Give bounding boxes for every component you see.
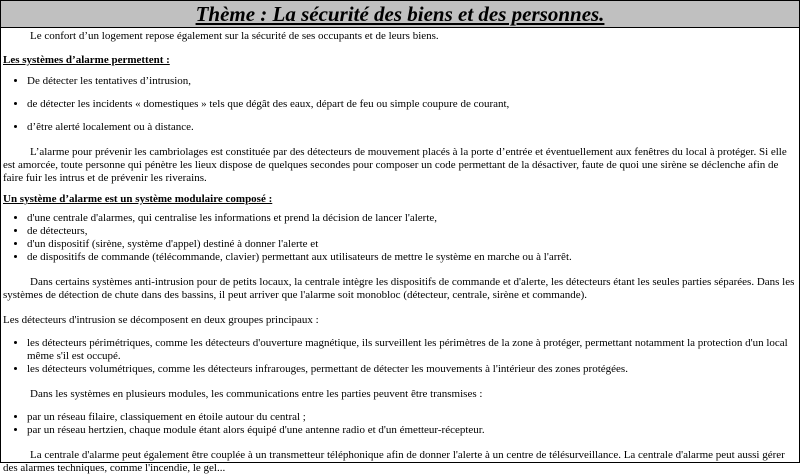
document-body: [1, 28, 799, 475]
alarm-functions-list: [3, 75, 795, 134]
list-item: • les détecteurs volumétriques, comme les détecteurs infrarouges, permettant de détecter les mouvements à l'intérieur des zones protégées.: [27, 363, 795, 376]
detector-groups-list: [3, 337, 795, 376]
list-item: • d'une centrale d'alarmes, qui centralise les informations et prend la décision de lancer l'alerte,: [27, 212, 795, 225]
list-item: • par un réseau hertzien, chaque module étant alors équipé d'une antenne radio et d'un émetteur-récepteur.: [27, 424, 795, 437]
list-item: • les détecteurs périmétriques, comme les détecteurs d'ouverture magnétique, ils surveillent les périmètres de la zone à protéger, permettant notamment la protection d'un local même s'il est occupé.: [27, 337, 795, 363]
title-bar: [1, 1, 799, 28]
section-heading-modular-system: Un système d’alarme est un système modulaire composé :: [3, 193, 273, 205]
list-item: • de détecteurs,: [27, 225, 795, 238]
communications-list: [3, 411, 795, 437]
modular-components-list: [3, 212, 795, 264]
list-item: • d’être alerté localement ou à distance.: [27, 121, 795, 134]
burglary-paragraph: L’alarme pour prévenir les cambriolages est constituée par des détecteurs de mouvement placés à la porte d’entrée et éventuellement aux fenêtres du local à protéger. Si elle est amorcée, toute personne qui pénètre les lieux dispose de quelques secondes pour composer un code permettant de la désactiver, faute de quoi une sirène se déclenche afin de faire fuir les intrus et de prévenir les riverains.: [3, 146, 787, 184]
intro-paragraph: Le confort d’un logement repose également sur la sécurité de ses occupants et de leurs biens.: [30, 30, 439, 42]
section-heading-alarm-functions: Les systèmes d’alarme permettent :: [3, 54, 170, 66]
list-item: • de dispositifs de commande (télécommande, clavier) permettant aux utilisateurs de mettre le système en marche ou à l'arrêt.: [27, 251, 795, 264]
list-item: • de détecter les incidents « domestiques » tels que dégât des eaux, départ de feu ou simple coupure de courant,: [27, 98, 795, 111]
detectors-lead: Les détecteurs d'intrusion se décomposent en deux groupes principaux :: [3, 314, 319, 326]
closing-paragraph: La centrale d'alarme peut également être couplée à un transmetteur téléphonique afin de donner l'alerte à un centre de télésurveillance. La centrale d'alarme peut aussi gérer des alarmes techniques, comme l'incendie, le gel...: [3, 449, 785, 474]
list-item: • d'un dispositif (sirène, système d'appel) destiné à donner l'alerte et: [27, 238, 795, 251]
list-item: • par un réseau filaire, classiquement en étoile autour du central ;: [27, 411, 795, 424]
list-item: • De détecter les tentatives d’intrusion,: [27, 75, 795, 88]
communications-lead: Dans les systèmes en plusieurs modules, les communications entre les parties peuvent être transmises :: [30, 388, 483, 400]
page-title: Thème : La sécurité des biens et des personnes.: [195, 2, 605, 26]
anti-intrusion-paragraph: Dans certains systèmes anti-intrusion pour de petits locaux, la centrale intègre les dispositifs de commande et d'alerte, les détecteurs étant les seules parties séparées. Dans les systèmes de détection de chute dans des bassins, il peut arriver que l'alarme soit monobloc (détecteur, centrale, sirène et commande).: [3, 276, 795, 301]
